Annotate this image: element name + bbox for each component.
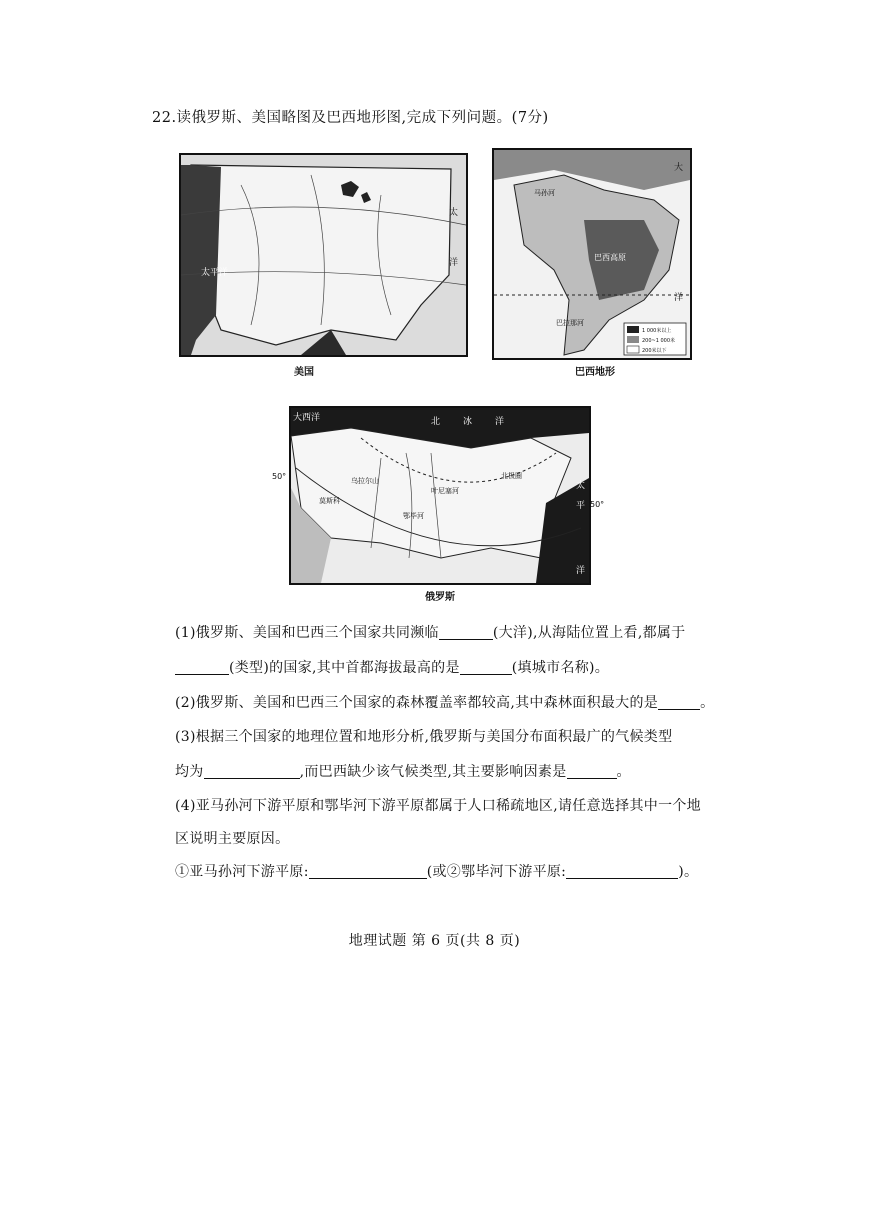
russia-pacific-label-1: 太 xyxy=(576,481,586,491)
russia-map xyxy=(289,406,591,585)
brazil-map-caption: 巴西地形 xyxy=(575,367,615,378)
russia-pacific-label-3: 洋 xyxy=(576,566,586,576)
q2-text-b: 。 xyxy=(700,695,715,711)
brazil-amazon-label: 马孙河 xyxy=(534,189,555,197)
legend-swatch-high xyxy=(627,326,639,333)
q4-line-1 xyxy=(175,795,701,815)
q1-line-2 xyxy=(175,657,609,677)
usa-map-graphic xyxy=(181,155,466,355)
usa-map-caption: 美国 xyxy=(294,367,314,378)
q4-text-b: 区说明主要原因。 xyxy=(175,831,290,847)
q3-line-2 xyxy=(175,761,631,781)
q2-line xyxy=(175,692,714,712)
usa-atlantic-label-1: 太 xyxy=(449,208,459,218)
brazil-map-graphic xyxy=(494,150,690,358)
usa-map xyxy=(179,153,468,357)
q2-forest-blank[interactable] xyxy=(658,695,700,710)
q3-text-a: (3)根据三个国家的地理位置和地形分析,俄罗斯与美国分布面积最广的气候类型 xyxy=(175,729,673,745)
russia-lat-left-label: 50° xyxy=(272,472,287,481)
legend-swatch-mid xyxy=(627,336,639,343)
russia-ural-label: 乌拉尔山 xyxy=(351,477,379,485)
legend-label-high: 1 000米以上 xyxy=(642,328,672,334)
russia-arctic-label-3: 洋 xyxy=(495,417,505,427)
q1-text-c: (类型)的国家,其中首都海拔最高的是 xyxy=(229,660,460,676)
q4-text-e: )。 xyxy=(678,864,699,880)
russia-map-caption: 俄罗斯 xyxy=(425,592,455,603)
usa-atlantic-label-2: 洋 xyxy=(449,258,459,268)
q1-line-1 xyxy=(175,622,685,642)
q3-line-1 xyxy=(175,726,672,746)
usa-pacific-label: 太平洋 xyxy=(201,268,229,278)
russia-ob-label: 鄂毕河 xyxy=(403,512,424,520)
question-title: 22.读俄罗斯、美国略图及巴西地形图,完成下列问题。(7分) xyxy=(152,110,549,126)
q4-line-3 xyxy=(175,861,698,881)
q3-text-d: 。 xyxy=(616,764,631,780)
q4-text-d: (或②鄂毕河下游平原: xyxy=(426,864,567,880)
russia-map-graphic xyxy=(291,408,589,583)
russia-atlantic-label: 大西洋 xyxy=(293,413,321,423)
legend-label-low: 200米以下 xyxy=(642,348,667,354)
q1-type-blank[interactable] xyxy=(175,660,229,675)
russia-arctic-circle-label: 北极圈 xyxy=(501,472,522,480)
q4-ob-blank[interactable] xyxy=(566,864,678,879)
russia-arctic-label-2: 冰 xyxy=(463,417,473,427)
russia-yenisei-label: 叶尼塞河 xyxy=(431,487,459,495)
q1-text-a: (1)俄罗斯、美国和巴西三个国家共同濒临 xyxy=(175,625,439,641)
brazil-map xyxy=(492,148,692,360)
russia-arctic-label-1: 北 xyxy=(431,417,441,427)
brazil-legend xyxy=(624,323,686,355)
page-footer: 地理试题 第 6 页(共 8 页) xyxy=(348,933,521,949)
q4-text-a: (4)亚马孙河下游平原和鄂毕河下游平原都属于人口稀疏地区,请任意选择其中一个地 xyxy=(175,798,701,814)
q3-factor-blank[interactable] xyxy=(567,764,617,779)
russia-moscow-label: 莫斯科 xyxy=(319,497,340,505)
brazil-plateau-label: 巴西高原 xyxy=(594,253,626,262)
q3-climate-blank[interactable] xyxy=(204,764,300,779)
legend-swatch-low xyxy=(627,346,639,353)
russia-lat-right-label: 50° xyxy=(590,500,605,509)
q4-line-2 xyxy=(175,828,289,848)
q1-capital-blank[interactable] xyxy=(460,660,512,675)
q4-amazon-blank[interactable] xyxy=(309,864,427,879)
q1-text-d: (填城市名称)。 xyxy=(511,660,610,676)
q1-ocean-blank[interactable] xyxy=(439,625,493,640)
q1-text-b: (大洋),从海陆位置上看,都属于 xyxy=(492,625,686,641)
brazil-parana-label: 巴拉那河 xyxy=(556,319,584,327)
q2-text-a: (2)俄罗斯、美国和巴西三个国家的森林覆盖率都较高,其中森林面积最大的是 xyxy=(175,695,659,711)
legend-label-mid: 200~1 000米 xyxy=(642,338,676,344)
brazil-ocean-right-label: 洋 xyxy=(674,293,684,303)
q4-text-c: ①亚马孙河下游平原: xyxy=(175,864,309,880)
brazil-ocean-top-label: 大 xyxy=(674,163,684,173)
q3-text-c: ,而巴西缺少该气候类型,其主要影响因素是 xyxy=(299,764,567,780)
russia-pacific-label-2: 平 xyxy=(576,501,586,511)
q3-text-b: 均为 xyxy=(175,764,204,780)
